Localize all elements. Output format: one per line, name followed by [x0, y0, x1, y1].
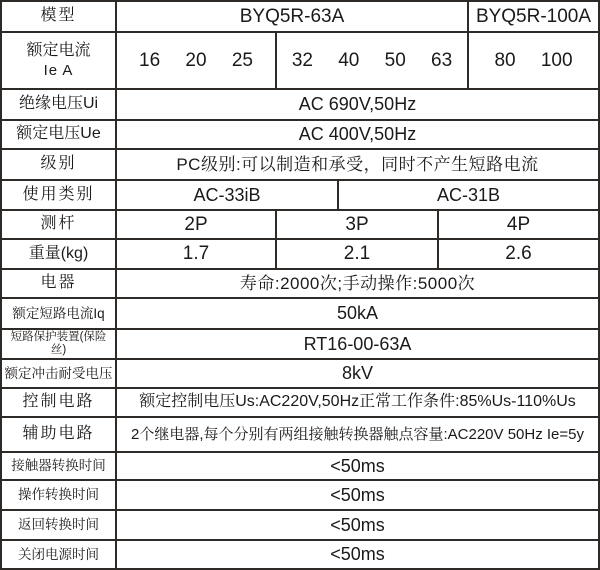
row-label-short-circuit-protection-fuse: 短路保护装置(保险丝) [2, 330, 117, 358]
row-control-circuit [2, 389, 598, 418]
row-model [2, 2, 598, 33]
row-auxiliary-circuit [2, 418, 598, 453]
row-label-return-transfer-time: 返回转换时间 [2, 511, 117, 539]
row-poles [2, 211, 598, 240]
rated-current-group-100a-cell: 80 100 [494, 49, 573, 71]
rated-current-group-63a-low-cell: 16 20 25 [117, 33, 277, 88]
class-value: PC级别:可以制造和承受，同时不产生短路电流 [176, 154, 539, 174]
rated-current-group-63a-high-cell: 32 40 50 63 [277, 33, 469, 88]
weight-3p-cell: 2.1 [277, 240, 439, 268]
row-class [2, 150, 598, 181]
row-insulation-voltage [2, 90, 598, 121]
model-byq5r-100a-cell: BYQ5R-100A [475, 5, 592, 27]
row-label-operation-transfer-time: 操作转换时间 [2, 481, 117, 509]
poles-4p-cell: 4P [506, 213, 531, 235]
row-short-circuit-protection-fuse [2, 330, 598, 360]
power-off-time-value: <50ms [330, 544, 385, 565]
row-label-rated-voltage: 额定电压Ue [2, 121, 117, 148]
utilization-category-ac31b-cell: AC-31B [436, 184, 501, 205]
row-rated-impulse-voltage [2, 360, 598, 389]
rated-current-label: 额定电流 [26, 42, 91, 60]
rated-current-unit-label: Ie A [43, 61, 74, 79]
row-label-class: 级别 [2, 150, 117, 179]
row-weight [2, 240, 598, 270]
weight-2p-cell: 1.7 [117, 240, 277, 268]
control-circuit-value: 额定控制电压Us:AC220V,50Hz正常工作条件:85%Us-110%Us [139, 393, 576, 411]
row-power-off-time [2, 541, 598, 568]
row-rated-voltage [2, 121, 598, 150]
row-utilization-category [2, 181, 598, 211]
rated-impulse-voltage-value: 8kV [341, 363, 374, 384]
row-label-utilization-category: 使用类别 [2, 181, 117, 209]
model-byq5r-63a-cell: BYQ5R-63A [117, 2, 469, 31]
row-label-rated-current [2, 33, 117, 88]
row-rated-current [2, 33, 598, 90]
row-label-control-circuit: 控制电路 [2, 389, 117, 416]
row-label-rated-impulse-voltage: 额定冲击耐受电压 [2, 360, 117, 387]
electrical-life-value: 寿命:2000次;手动操作:5000次 [239, 273, 476, 293]
operation-transfer-time-value: <50ms [330, 484, 385, 505]
utilization-category-ac33ib-cell: AC-33iB [117, 181, 339, 209]
contactor-transfer-time-value: <50ms [330, 455, 385, 476]
row-label-model: 模型 [2, 2, 117, 31]
poles-2p-cell: 2P [117, 211, 277, 238]
row-label-poles: 测杆 [2, 211, 117, 238]
poles-3p-cell: 3P [277, 211, 439, 238]
row-electrical-life [2, 270, 598, 299]
row-label-weight: 重量(kg) [2, 240, 117, 268]
insulation-voltage-value: AC 690V,50Hz [298, 94, 417, 115]
row-label-power-off-time: 关闭电源时间 [2, 541, 117, 568]
short-circuit-protection-fuse-value: RT16-00-63A [303, 333, 412, 354]
row-return-transfer-time [2, 511, 598, 541]
row-label-auxiliary-circuit: 辅助电路 [2, 418, 117, 451]
row-contactor-transfer-time [2, 453, 598, 481]
row-label-electrical-life: 电器 [2, 270, 117, 297]
weight-4p-cell: 2.6 [505, 243, 532, 265]
return-transfer-time-value: <50ms [330, 514, 385, 535]
row-rated-short-circuit-current [2, 299, 598, 330]
row-label-insulation-voltage: 绝缘电压Ui [2, 90, 117, 119]
row-label-rated-short-circuit-current: 额定短路电流Iq [2, 299, 117, 328]
rated-voltage-value: AC 400V,50Hz [298, 124, 417, 145]
row-label-contactor-transfer-time: 接触器转换时间 [2, 453, 117, 479]
rated-short-circuit-current-value: 50kA [336, 303, 379, 324]
auxiliary-circuit-value: 2个继电器,每个分别有两组接触转换器触点容量:AC220V 50Hz Ie=5y [130, 425, 584, 443]
row-operation-transfer-time [2, 481, 598, 511]
